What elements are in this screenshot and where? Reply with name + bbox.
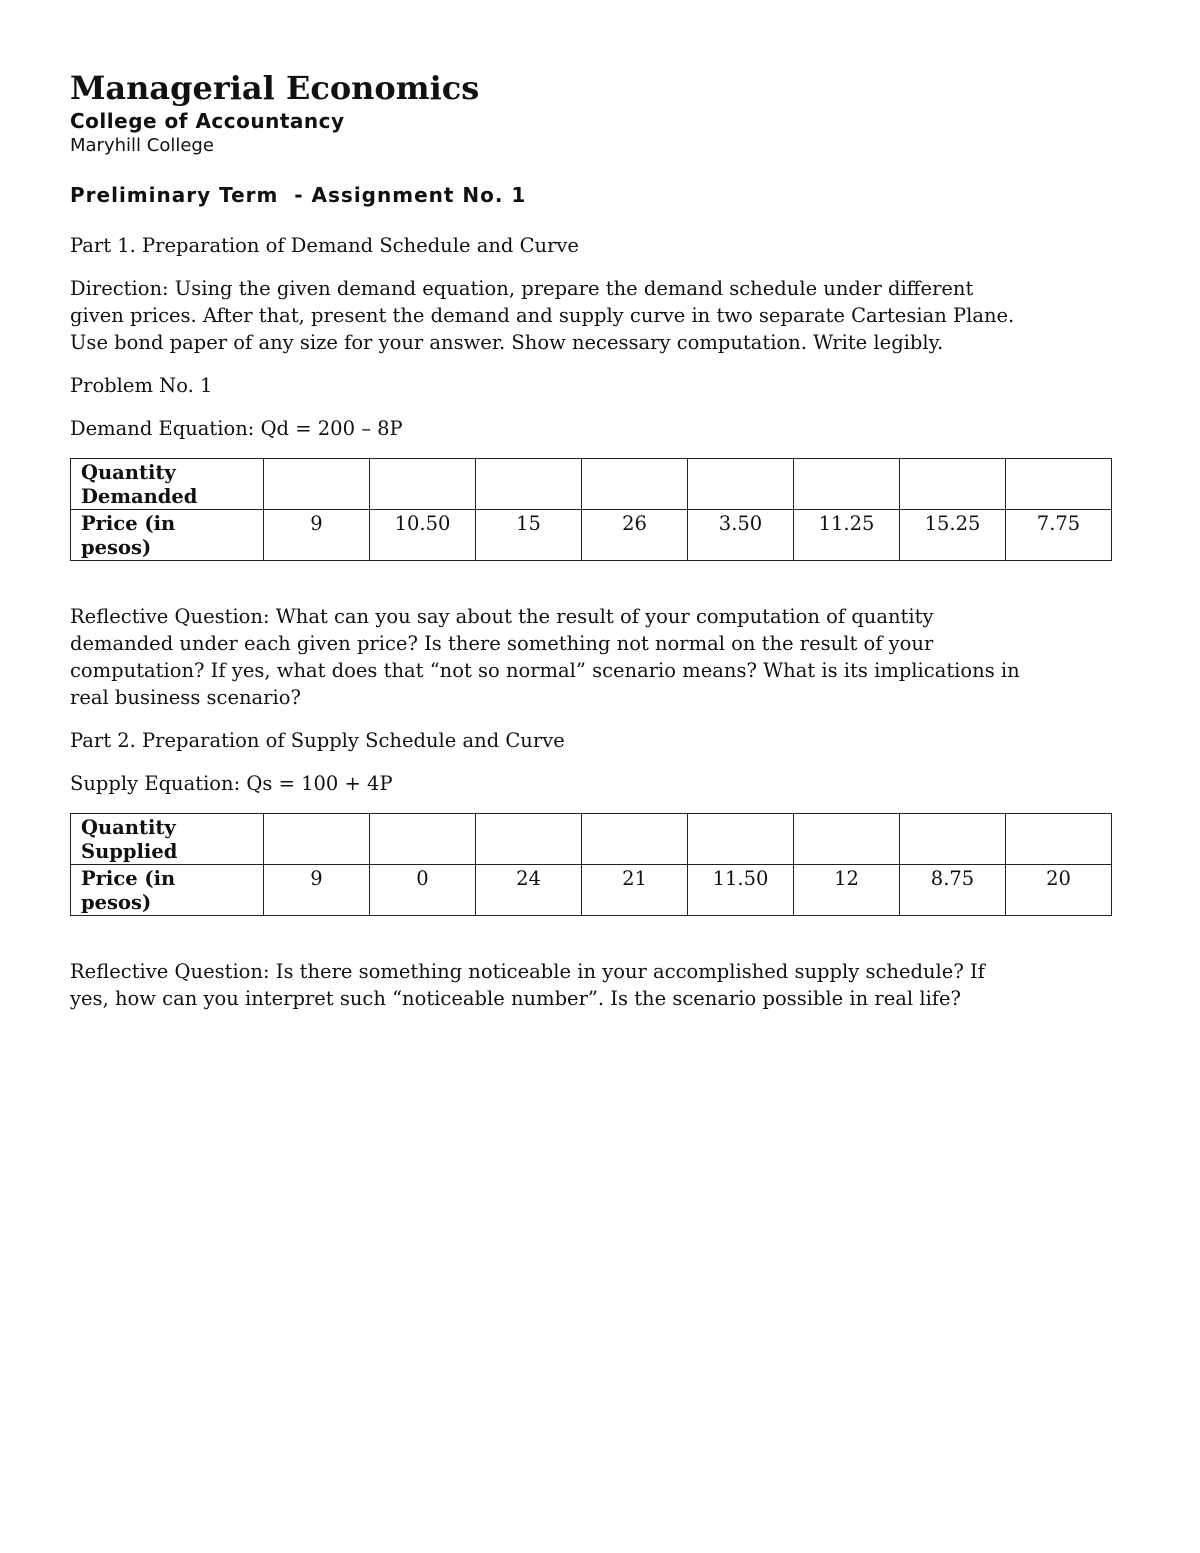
quantity-supplied-cell[interactable] [1006,814,1112,865]
quantity-demanded-cell[interactable] [264,459,370,510]
table-row [71,814,1112,865]
row-header-price [71,865,264,916]
document-title: Managerial Economics [70,69,480,107]
quantity-demanded-cell[interactable] [688,459,794,510]
quantity-supplied-cell[interactable] [794,814,900,865]
quantity-demanded-cell[interactable] [794,459,900,510]
row-header-quantity-demanded [71,459,264,510]
quantity-demanded-cell[interactable] [582,459,688,510]
price-cell: 20 [1006,865,1112,916]
direction-line: given prices. After that, present the demand and supply curve in two separate Cartesian Plane. [70,304,1015,327]
direction-line: Use bond paper of any size for your answer. Show necessary computation. Write legibly. [70,331,944,354]
reflective-line: computation? If yes, what does that “not so normal” scenario means? What is its implications in [70,659,1020,682]
college-name: College of Accountancy [70,109,345,133]
reflective-line: Reflective Question: What can you say about the result of your computation of quantity [70,605,934,628]
quantity-demanded-cell[interactable] [476,459,582,510]
price-cell: 9 [264,510,370,561]
assignment-heading: Preliminary Term - Assignment No. 1 [70,183,527,207]
demand-schedule-table [70,458,1112,561]
price-cell: 11.50 [688,865,794,916]
supply-equation: Supply Equation: Qs = 100 + 4P [70,772,393,795]
price-cell: 10.50 [370,510,476,561]
price-cell: 12 [794,865,900,916]
price-cell: 21 [582,865,688,916]
reflective-line: Reflective Question: Is there something noticeable in your accomplished supply schedule? If [70,960,985,983]
row-header-line: Quantity [81,461,176,484]
document-page [70,68,1130,1012]
quantity-demanded-cell[interactable] [1006,459,1112,510]
reflective-line: yes, how can you interpret such “noticeable number”. Is the scenario possible in real life? [70,987,962,1010]
price-cell: 0 [370,865,476,916]
part2-heading: Part 2. Preparation of Supply Schedule and Curve [70,729,565,752]
row-header-line: pesos) [81,891,152,914]
school-name: Maryhill College [70,135,214,156]
price-cell: 15 [476,510,582,561]
quantity-supplied-cell[interactable] [264,814,370,865]
quantity-supplied-cell[interactable] [688,814,794,865]
table-row [71,865,1112,916]
quantity-supplied-cell[interactable] [370,814,476,865]
part1-reflective-question [70,603,1130,711]
reflective-line: demanded under each given price? Is there something not normal on the result of your [70,632,934,655]
row-header-line: Price (in [81,867,176,890]
row-header-line: Price (in [81,512,176,535]
price-cell: 8.75 [900,865,1006,916]
row-header-line: Supplied [81,840,178,863]
price-cell: 9 [264,865,370,916]
price-cell: 7.75 [1006,510,1112,561]
row-header-quantity-supplied [71,814,264,865]
supply-schedule-table [70,813,1112,916]
reflective-line: real business scenario? [70,686,301,709]
price-cell: 3.50 [688,510,794,561]
part2-reflective-question [70,958,1130,1012]
problem-label: Problem No. 1 [70,374,213,397]
quantity-demanded-cell[interactable] [370,459,476,510]
part1-direction [70,275,1130,356]
direction-line: Direction: Using the given demand equation, prepare the demand schedule under different [70,277,974,300]
price-cell: 15.25 [900,510,1006,561]
table-row [71,459,1112,510]
quantity-demanded-cell[interactable] [900,459,1006,510]
quantity-supplied-cell[interactable] [582,814,688,865]
row-header-line: Quantity [81,816,176,839]
quantity-supplied-cell[interactable] [900,814,1006,865]
part1-heading: Part 1. Preparation of Demand Schedule and Curve [70,234,579,257]
demand-equation: Demand Equation: Qd = 200 – 8P [70,417,403,440]
row-header-line: Demanded [81,485,198,508]
price-cell: 11.25 [794,510,900,561]
row-header-price [71,510,264,561]
table-row [71,510,1112,561]
row-header-line: pesos) [81,536,152,559]
quantity-supplied-cell[interactable] [476,814,582,865]
price-cell: 26 [582,510,688,561]
price-cell: 24 [476,865,582,916]
